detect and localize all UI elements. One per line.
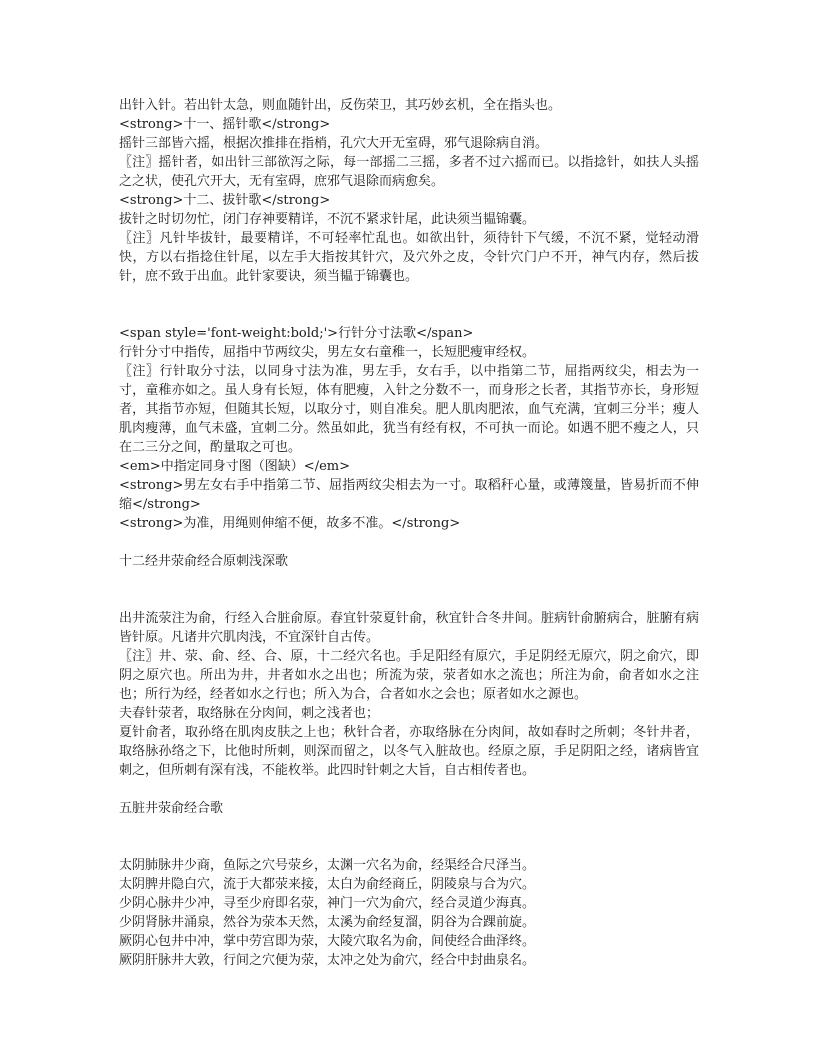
spacer [119,571,699,609]
section-five-organs [119,856,699,970]
figure-note-raw: <strong>男左女右手中指第二节、屈指两纹尖相去为一寸。取稻秆心量，或薄篾量，皆易折而不伸缩</strong> [119,478,699,512]
verse-line: 太阴肺脉井少商，鱼际之穴号荥乡，太渊一穴名为俞，经渠经合尺泽当。 [119,858,536,873]
text-line: 夫春针荥者，取络脉在分肉间，刺之浅者也； [119,706,380,721]
section-heading-twelve-channels: 十二经井荥俞经合原刺浅深歌 [119,554,289,569]
section-title-raw: <strong>十一、摇针歌</strong> [119,117,331,132]
spacer [119,533,699,552]
verse-line: 少阴肾脉井涌泉，然谷为荥本天然，太溪为俞经复溜，阴谷为合踝前旋。 [119,915,536,930]
section-needle-techniques [119,96,699,286]
verse-line: 厥阴心包井中冲，掌中劳宫即为荥，大陵穴取名为俞，间使经合曲泽终。 [119,934,536,949]
figure-caption-raw: <em>中指定同身寸图（图缺）</em> [119,459,350,474]
spacer [119,286,699,324]
commentary-paragraph: 〖注〗井、荥、俞、经、合、原，十二经穴名也。手足阳经有原穴，手足阴经无原穴，阴之俞穴，即阴之原穴也。所出为井，井者如水之出也；所流为荥，荥者如水之流也；所注为俞，俞者如水之注也；所行为经，经者如水之行也；所入为合，合者如水之会也；原者如水之源也。 [119,649,699,702]
spacer [119,780,699,799]
section-needle-measurement [119,324,699,533]
verse-line: 拔针之时切勿忙，闭门存神要精详，不沉不紧求针尾，此诀须当韫锦囊。 [119,212,536,227]
spacer [119,818,699,856]
verse-paragraph: 出井流荥注为俞，行经入合脏俞原。春宜针荥夏针俞，秋宜针合冬井间。脏病针俞腑病合，脏腑有病皆针原。凡诸井穴肌肉浅，不宜深针自古传。 [119,611,699,645]
figure-note-raw: <strong>为准，用绳则伸缩不便，故多不准。</strong> [119,516,461,531]
verse-line: 行针分寸中指传，屈指中节两纹尖，男左女右童稚一，长短肥瘦审经权。 [119,345,536,360]
section-twelve-channels [119,609,699,780]
verse-line: 摇针三部皆六摇，根据次推排在指梢，孔穴大开无室碍，邪气退除病自消。 [119,136,549,151]
text-line: 出针入针。若出针太急，则血随针出，反伤荣卫，其巧妙玄机，全在指头也。 [119,98,562,113]
verse-line: 少阴心脉井少冲，寻至少府即名荥，神门一穴为俞穴，经合灵道少海真。 [119,896,536,911]
section-title-raw: <span style='font-weight:bold;'>行针分寸法歌</span> [119,326,474,341]
section-heading-five-organs: 五脏井荥俞经合歌 [119,801,224,816]
verse-line: 太阴脾井隐白穴，流于大都荥来接，太白为俞经商丘，阴陵泉与合为穴。 [119,877,536,892]
section-title-raw: <strong>十二、拔针歌</strong> [119,193,331,208]
commentary-paragraph: 〖注〗摇针者，如出针三部欲泻之际，每一部摇二三摇，多者不过六摇而已。以指捻针，如扶人头摇之之状，使孔穴开大，无有室碍，庶邪气退除而病愈矣。 [119,155,699,189]
document-page [119,96,699,970]
commentary-paragraph: 〖注〗行针取分寸法，以同身寸法为准，男左手，女右手，以中指第二节，屈指两纹尖，相去为一寸，童稚亦如之。虽人身有长短，体有肥瘦，入针之分数不一，而身形之长者，其指节亦长，身形短者，其指节亦短，但随其长短，以取分寸，则自准矣。肥人肌肉肥浓，血气充满，宜刺三分半；瘦人肌肉瘦薄，血气未盛，宜刺二分。然虽如此，犹当有经有权，不可执一而论。如遇不肥不瘦之人，只在二三分之间，酌量取之可也。 [119,364,699,455]
verse-line: 厥阴肝脉井大敦，行间之穴便为荥，太冲之处为俞穴，经合中封曲泉名。 [119,953,536,968]
commentary-paragraph: 〖注〗凡针毕拔针，最要精详，不可轻率忙乱也。如欲出针，须待针下气缓，不沉不紧，觉轻动滑快，方以右指捻住针尾，以左手大指按其针穴，及穴外之皮，令针穴门户不开，神气内存，然后拔针，庶不致于出血。此针家要诀，须当韫于锦囊也。 [119,231,699,284]
commentary-paragraph: 夏针俞者，取孙络在肌肉皮肤之上也；秋针合者，亦取络脉在分肉间，故如春时之所刺；冬针井者，取络脉孙络之下，比他时所刺，则深而留之，以冬气入脏故也。经原之原，手足阴阳之经，诸病皆宜刺之，但所刺有深有浅，不能枚举。此四时针刺之大旨，自古相传者也。 [119,725,699,778]
